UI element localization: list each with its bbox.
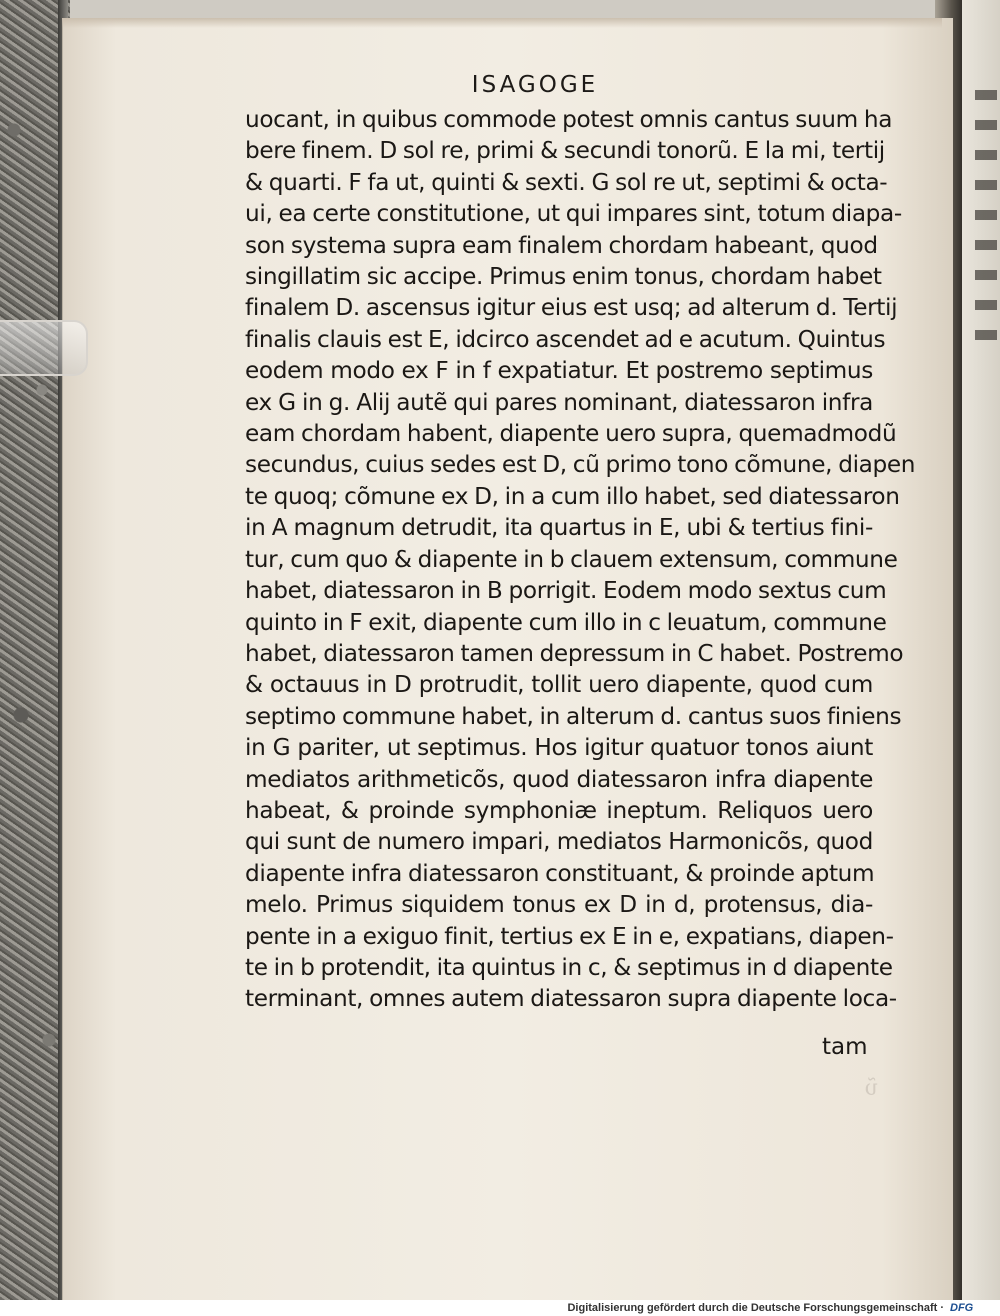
funding-credit: Digitalisierung gefördert durch die Deutsche Forschungsgemeinschaft ·: [567, 1302, 944, 1314]
text-line: finalis clauis est E, idcirco ascendet ad e acutum. Quintus: [245, 325, 886, 353]
text-line: & octauus in D protrudit, tollit uero diapente, quod cum: [245, 671, 873, 699]
text-line: uocant, in quibus commode potest omnis cantus suum ha: [245, 106, 893, 133]
text-line: ex G in g. Alij autẽ qui pares nominant, diatessaron infra: [245, 388, 873, 416]
text-line: melo. Primus siquidem tonus ex D in d, protensus, dia-: [245, 891, 873, 919]
text-line: tur, cum quo & diapente in b clauem extensum, commune: [245, 545, 898, 573]
catchword: tam: [822, 1034, 868, 1060]
text-line: eam chordam habent, diapente uero supra, quemadmodũ: [245, 420, 897, 448]
text-line: secundus, cuius sedes est D, cũ primo tono cõmune, diapen: [245, 451, 916, 479]
text-line: & quarti. F fa ut, quinti & sexti. G sol re ut, septimi & octa-: [245, 168, 888, 196]
text-line: te in b protendit, ita quintus in c, & septimus in d diapente: [245, 953, 893, 981]
text-line: in G pariter, ut septimus. Hos igitur quatuor tonos aiunt: [245, 734, 873, 762]
text-line: diapente infra diatessaron constituant, & proinde aptum: [245, 859, 875, 887]
page-holder-clip: [0, 320, 88, 376]
text-line: quinto in F exit, diapente cum illo in c leuatum, commune: [245, 608, 887, 636]
text-line: habeat, & proinde symphoniæ ineptum. Reliquos uero: [245, 796, 873, 824]
text-line: son systema supra eam finalem chordam habeant, quod: [245, 231, 878, 259]
dfg-logo: DFG: [950, 1302, 974, 1314]
text-line: mediatos arithmeticõs, quod diatessaron infra diapente: [245, 765, 873, 793]
page-top-edge: [62, 18, 942, 28]
facing-page-text-fragment: [975, 90, 997, 350]
text-line: ui, ea certe constitutione, ut qui impares sint, totum diapa-: [245, 200, 902, 228]
text-line: bere finem. D sol re, primi & secundi tonorũ. E la mi, tertij: [245, 137, 885, 165]
text-line: eodem modo ex F in f expatiatur. Et postremo septimus: [245, 357, 873, 385]
bleed-through-text: ῦ: [864, 1076, 878, 1101]
text-line: septimo commune habet, in alterum d. cantus suos finiens: [245, 702, 902, 730]
text-line: habet, diatessaron tamen depressum in C habet. Postremo: [245, 639, 904, 667]
page-body-text: [245, 104, 916, 1015]
text-line: te quoq; cõmune ex D, in a cum illo habet, sed diatessaron: [245, 482, 900, 510]
text-line: pente in a exiguo finit, tertius ex E in e, expatians, diapen-: [245, 922, 894, 950]
text-line: in A magnum detrudit, ita quartus in E, ubi & tertius fini-: [245, 514, 873, 542]
text-line: finalem D. ascensus igitur eius est usq; ad alterum d. Tertij: [245, 294, 898, 322]
text-line: singillatim sic accipe. Primus enim tonus, chordam habet: [245, 263, 882, 291]
text-line: terminant, omnes autem diatessaron supra diapente loca-: [245, 985, 897, 1013]
text-line: habet, diatessaron in B porrigit. Eodem modo sextus cum: [245, 577, 887, 605]
running-header: ISAGOGE: [471, 72, 599, 98]
text-line: qui sunt de numero impari, mediatos Harmonicõs, quod: [245, 828, 873, 856]
